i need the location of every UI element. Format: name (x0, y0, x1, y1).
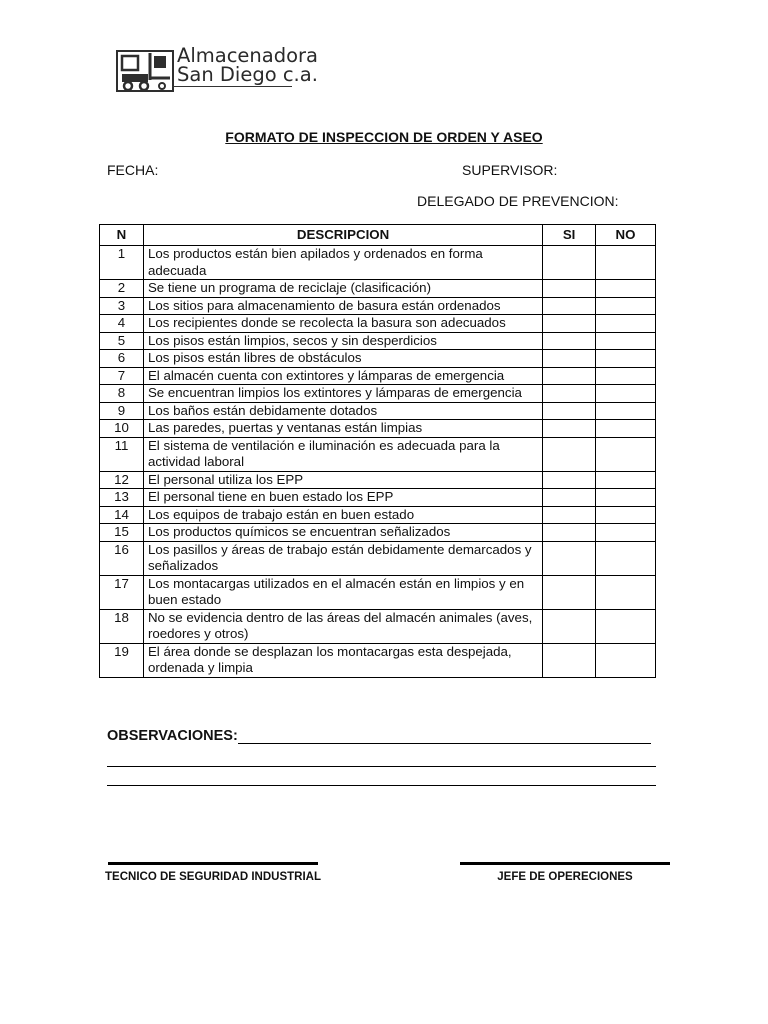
no-checkbox-cell[interactable] (596, 297, 656, 315)
forklift-logo-icon (116, 48, 174, 94)
no-checkbox-cell[interactable] (596, 643, 656, 677)
table-row (100, 402, 656, 420)
row-number: 2 (100, 280, 144, 298)
row-description: Los pasillos y áreas de trabajo están debidamente demarcados y señalizados (143, 541, 542, 575)
no-checkbox-cell[interactable] (596, 471, 656, 489)
row-description: No se evidencia dentro de las áreas del almacén animales (aves, roedores y otros) (143, 609, 542, 643)
signature-label-right: JEFE DE OPERECIONES (497, 871, 633, 883)
signature-line-left (108, 862, 318, 865)
header-n: N (100, 225, 144, 246)
row-description: Los sitios para almacenamiento de basura están ordenados (143, 297, 542, 315)
row-description: El almacén cuenta con extintores y lámparas de emergencia (143, 367, 542, 385)
row-description: Los productos están bien apilados y ordenados en forma adecuada (143, 246, 542, 280)
row-number: 18 (100, 609, 144, 643)
form-title: FORMATO DE INSPECCION DE ORDEN Y ASEO (225, 129, 543, 145)
table-row (100, 575, 656, 609)
table-row (100, 489, 656, 507)
table-row (100, 280, 656, 298)
no-checkbox-cell[interactable] (596, 332, 656, 350)
observaciones-line[interactable] (238, 729, 651, 744)
si-checkbox-cell[interactable] (543, 297, 596, 315)
header-descripcion: DESCRIPCION (143, 225, 542, 246)
row-number: 12 (100, 471, 144, 489)
row-number: 13 (100, 489, 144, 507)
si-checkbox-cell[interactable] (543, 575, 596, 609)
row-description: Las paredes, puertas y ventanas están limpias (143, 420, 542, 438)
row-number: 10 (100, 420, 144, 438)
table-row (100, 367, 656, 385)
logo-underline (172, 86, 292, 87)
si-checkbox-cell[interactable] (543, 506, 596, 524)
row-description: Los pisos están libres de obstáculos (143, 350, 542, 368)
signature-line-right (460, 862, 670, 865)
row-description: Los recipientes donde se recolecta la basura son adecuados (143, 315, 542, 333)
row-number: 11 (100, 437, 144, 471)
no-checkbox-cell[interactable] (596, 367, 656, 385)
observaciones-line-3[interactable] (107, 785, 656, 786)
no-checkbox-cell[interactable] (596, 437, 656, 471)
no-checkbox-cell[interactable] (596, 541, 656, 575)
no-checkbox-cell[interactable] (596, 506, 656, 524)
row-number: 16 (100, 541, 144, 575)
row-number: 7 (100, 367, 144, 385)
row-description: Los equipos de trabajo están en buen estado (143, 506, 542, 524)
no-checkbox-cell[interactable] (596, 524, 656, 542)
row-description: Los baños están debidamente dotados (143, 402, 542, 420)
si-checkbox-cell[interactable] (543, 315, 596, 333)
header-si: SI (543, 225, 596, 246)
row-description: El área donde se desplazan los montacargas esta despejada, ordenada y limpia (143, 643, 542, 677)
table-row (100, 332, 656, 350)
row-number: 5 (100, 332, 144, 350)
table-row (100, 315, 656, 333)
row-number: 8 (100, 385, 144, 403)
si-checkbox-cell[interactable] (543, 350, 596, 368)
row-number: 3 (100, 297, 144, 315)
row-description: Los productos químicos se encuentran señalizados (143, 524, 542, 542)
table-row (100, 609, 656, 643)
si-checkbox-cell[interactable] (543, 280, 596, 298)
supervisor-label: SUPERVISOR: (462, 162, 558, 178)
no-checkbox-cell[interactable] (596, 350, 656, 368)
delegado-label: DELEGADO DE PREVENCION: (417, 193, 619, 209)
no-checkbox-cell[interactable] (596, 280, 656, 298)
header-no: NO (596, 225, 656, 246)
inspection-checklist-table (99, 224, 656, 678)
table-row (100, 350, 656, 368)
row-number: 6 (100, 350, 144, 368)
table-row (100, 420, 656, 438)
si-checkbox-cell[interactable] (543, 385, 596, 403)
observaciones-field (107, 728, 651, 744)
row-number: 15 (100, 524, 144, 542)
table-row (100, 471, 656, 489)
observaciones-line-2[interactable] (107, 766, 656, 767)
table-header-row (100, 225, 656, 246)
row-description: Los montacargas utilizados en el almacén están en limpios y en buen estado (143, 575, 542, 609)
signature-label-left: TECNICO DE SEGURIDAD INDUSTRIAL (105, 871, 321, 883)
si-checkbox-cell[interactable] (543, 367, 596, 385)
company-logo (116, 46, 346, 96)
si-checkbox-cell[interactable] (543, 489, 596, 507)
table-row (100, 506, 656, 524)
table-row (100, 297, 656, 315)
no-checkbox-cell[interactable] (596, 246, 656, 280)
si-checkbox-cell[interactable] (543, 246, 596, 280)
si-checkbox-cell[interactable] (543, 524, 596, 542)
company-name: Almacenadora San Diego c.a. (177, 44, 319, 86)
si-checkbox-cell[interactable] (543, 541, 596, 575)
si-checkbox-cell[interactable] (543, 332, 596, 350)
si-checkbox-cell[interactable] (543, 643, 596, 677)
row-description: Se tiene un programa de reciclaje (clasificación) (143, 280, 542, 298)
no-checkbox-cell[interactable] (596, 609, 656, 643)
table-row (100, 524, 656, 542)
no-checkbox-cell[interactable] (596, 575, 656, 609)
row-number: 9 (100, 402, 144, 420)
fecha-label: FECHA: (107, 162, 159, 178)
si-checkbox-cell[interactable] (543, 420, 596, 438)
row-number: 19 (100, 643, 144, 677)
row-number: 4 (100, 315, 144, 333)
observaciones-label: OBSERVACIONES: (107, 728, 238, 744)
row-description: El sistema de ventilación e iluminación es adecuada para la actividad laboral (143, 437, 542, 471)
no-checkbox-cell[interactable] (596, 315, 656, 333)
row-number: 1 (100, 246, 144, 280)
row-number: 14 (100, 506, 144, 524)
table-row (100, 541, 656, 575)
si-checkbox-cell[interactable] (543, 609, 596, 643)
table-row (100, 437, 656, 471)
no-checkbox-cell[interactable] (596, 385, 656, 403)
row-description: Los pisos están limpios, secos y sin desperdicios (143, 332, 542, 350)
si-checkbox-cell[interactable] (543, 471, 596, 489)
table-row (100, 385, 656, 403)
row-description: El personal tiene en buen estado los EPP (143, 489, 542, 507)
row-description: El personal utiliza los EPP (143, 471, 542, 489)
table-row (100, 643, 656, 677)
no-checkbox-cell[interactable] (596, 420, 656, 438)
row-number: 17 (100, 575, 144, 609)
no-checkbox-cell[interactable] (596, 402, 656, 420)
table-row (100, 246, 656, 280)
si-checkbox-cell[interactable] (543, 402, 596, 420)
si-checkbox-cell[interactable] (543, 437, 596, 471)
row-description: Se encuentran limpios los extintores y lámparas de emergencia (143, 385, 542, 403)
no-checkbox-cell[interactable] (596, 489, 656, 507)
